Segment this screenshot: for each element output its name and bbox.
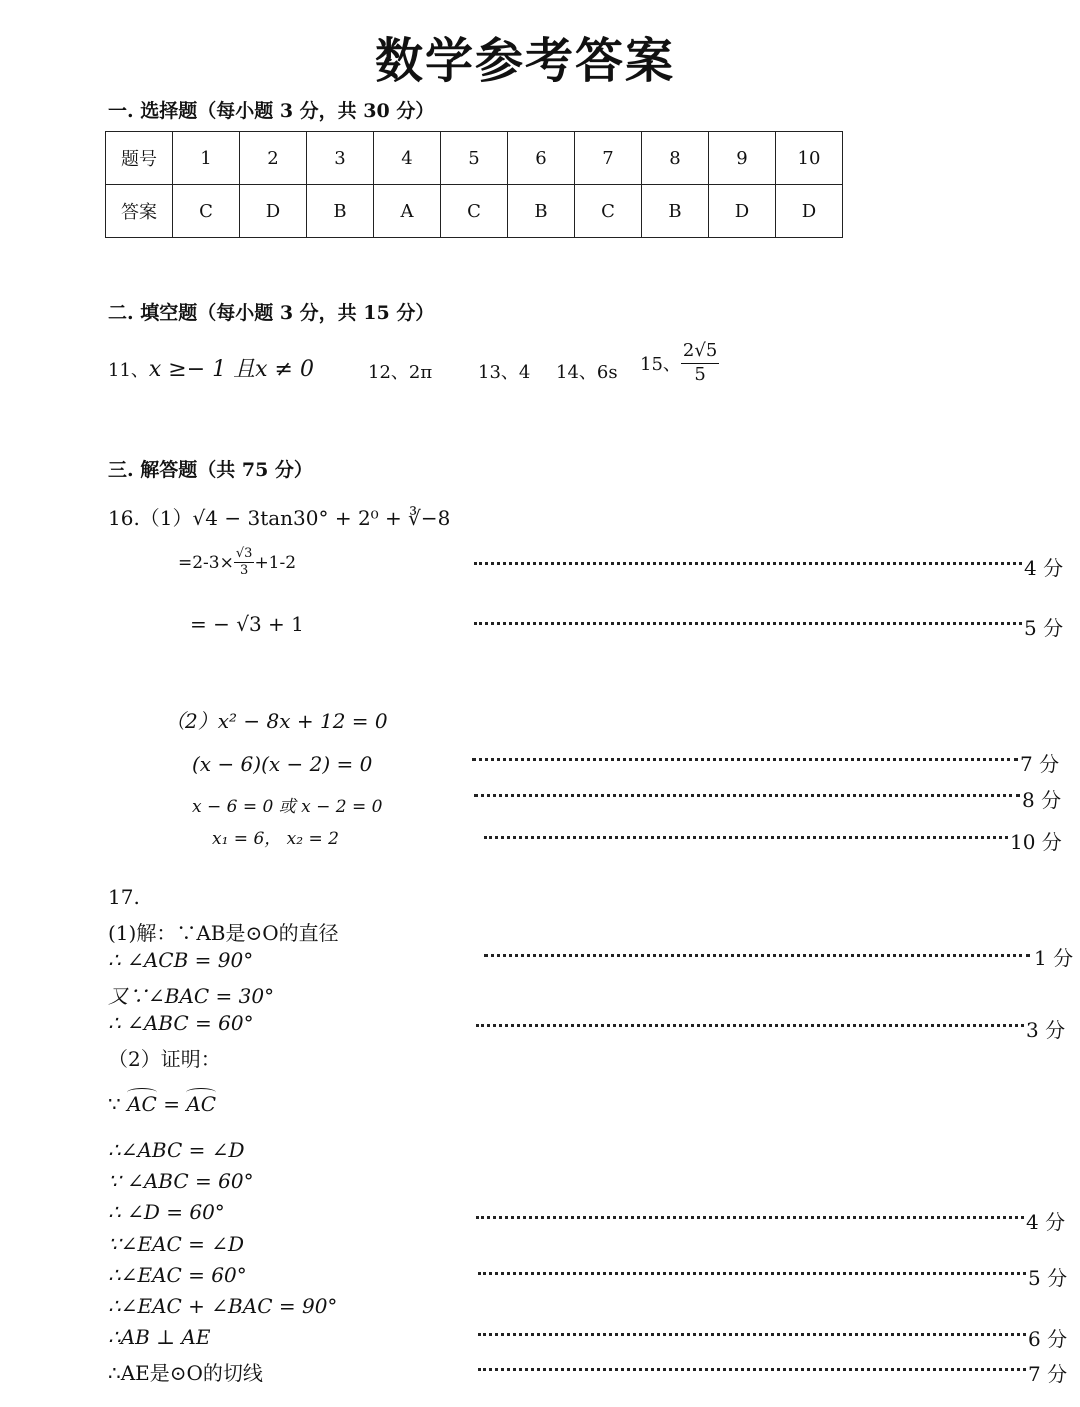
step-text: +1-2 [254,552,297,573]
table-cell: D [776,185,843,238]
score-label: 5 分 [1024,616,1064,640]
table-cell: 6 [508,132,575,185]
score-label: 7 分 [1020,752,1060,776]
q17-line-arc [108,1092,216,1116]
dotted-leader [472,758,1018,761]
q16-part2-stem: （2）x² − 8x + 12 = 0 [165,709,388,733]
arc-ac: AC [186,1092,217,1116]
question-number: 11、 [108,360,149,381]
q16-part2-step1: (x − 6)(x − 2) = 0 [192,752,373,776]
q17-line: ∴AE是⊙O的切线 [108,1361,263,1385]
fraction-numerator: 2√5 [681,340,719,364]
q17-line: (1)解：∵AB是⊙O的直径 [108,921,339,945]
q17-line: ∴AB ⊥ AE [108,1325,211,1349]
equals-sign: = [156,1092,187,1116]
fraction [681,340,719,386]
score-label: 3 分 [1026,1018,1066,1042]
table-row [106,132,843,185]
table-cell: 4 [374,132,441,185]
q17-line: ∴∠EAC + ∠BAC = 90° [108,1294,338,1318]
fraction-denominator: 3 [240,563,249,579]
dotted-leader [478,1333,1026,1336]
q17-line: ∵∠EAC = ∠D [108,1232,245,1256]
dotted-leader [484,954,1030,957]
score-label: 8 分 [1022,788,1062,812]
q17-number: 17. [108,885,140,909]
table-cell: 8 [642,132,709,185]
table-cell: 1 [173,132,240,185]
table-cell: 10 [776,132,843,185]
fraction-numerator: √3 [234,546,255,563]
question-number: 15、 [640,354,681,375]
q17-line: ∴∠ABC = ∠D [108,1138,245,1162]
q17-line: 又∵∠BAC = 30° [108,984,275,1008]
dotted-leader [476,1024,1024,1027]
page-title: 数学参考答案 [374,33,675,89]
fill-answer-12: 12、2π [368,362,433,383]
table-cell: D [709,185,776,238]
table-cell: B [508,185,575,238]
q16-part2-step3: x₁ = 6， x₂ = 2 [212,829,339,849]
dotted-leader [474,562,1022,565]
section-fill-heading: 二. 填空题（每小题 3 分，共 15 分） [108,302,435,324]
score-label: 7 分 [1028,1362,1068,1386]
score-label: 1 分 [1034,946,1074,970]
score-label: 4 分 [1026,1210,1066,1234]
row-label-answer: 答案 [106,185,173,238]
table-cell: A [374,185,441,238]
q17-line: ∴ ∠ACB = 90° [108,948,254,972]
section-solve-heading: 三. 解答题（共 75 分） [108,459,313,481]
arc-ac: AC [127,1092,157,1116]
table-cell: 5 [441,132,508,185]
table-cell: 7 [575,132,642,185]
table-cell: D [240,185,307,238]
choice-answer-table [105,131,843,238]
table-cell: C [575,185,642,238]
step-text: =2-3× [178,552,234,573]
because-symbol: ∵ [108,1092,128,1116]
fill-answer-14: 14、6s [556,362,618,383]
q17-line: ∴∠EAC = 60° [108,1263,247,1287]
fraction [234,546,255,580]
dotted-leader [478,1368,1026,1371]
q17-line: ∴ ∠D = 60° [108,1200,225,1224]
q17-line: ∵ ∠ABC = 60° [108,1169,254,1193]
table-cell: B [642,185,709,238]
table-row [106,185,843,238]
table-cell: 3 [307,132,374,185]
dotted-leader [474,622,1022,625]
q16-part1-step2: = − √3 + 1 [190,612,304,636]
table-cell: B [307,185,374,238]
q16-part1-stem: 16.（1）√4 − 3tan30° + 2⁰ + ∛−8 [108,506,451,530]
q16-part2-step2: x − 6 = 0 或 x − 2 = 0 [192,797,383,817]
fill-answer-11 [108,352,314,383]
answer-text: x ≥− 1 且x ≠ 0 [148,357,314,382]
dotted-leader [478,1272,1026,1275]
row-label-number: 题号 [106,132,173,185]
score-label: 6 分 [1028,1327,1068,1351]
dotted-leader [474,794,1020,797]
q16-part1-step1 [178,546,296,580]
q17-line: ∴ ∠ABC = 60° [108,1011,254,1035]
dotted-leader [476,1216,1024,1219]
section-choice-heading: 一. 选择题（每小题 3 分，共 30 分） [108,100,435,122]
table-cell: 9 [709,132,776,185]
table-cell: C [173,185,240,238]
table-cell: 2 [240,132,307,185]
q17-line: （2）证明： [108,1047,221,1071]
fill-answer-13: 13、4 [478,362,531,383]
fill-answer-15 [640,340,719,386]
dotted-leader [484,836,1008,839]
score-label: 5 分 [1028,1266,1068,1290]
table-cell: C [441,185,508,238]
score-label: 4 分 [1024,556,1064,580]
score-label: 10 分 [1010,830,1062,854]
fraction-denominator: 5 [694,363,706,385]
